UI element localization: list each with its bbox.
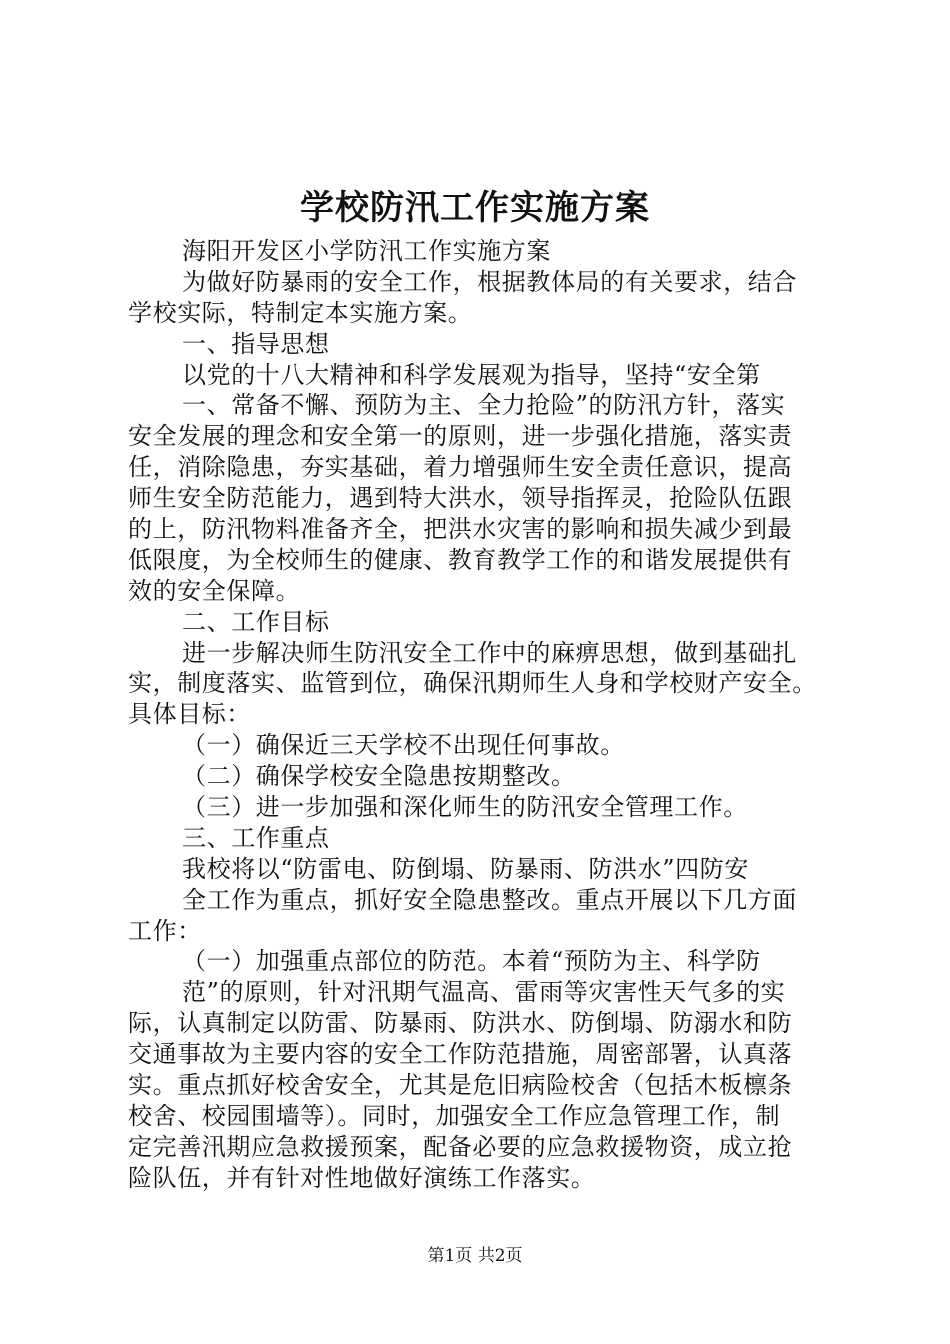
body-line: 工作： — [128, 916, 202, 945]
document-title: 学校防汛工作实施方案 — [300, 188, 650, 228]
body-line: 范”的原则，针对汛期气温高、雷雨等灾害性天气多的实 — [182, 978, 786, 1007]
document-body — [128, 236, 838, 1194]
body-line: 师生安全防范能力，遇到特大洪水，领导指挥灵，抢险队伍跟 — [128, 484, 793, 513]
body-line: 为做好防暴雨的安全工作，根据教体局的有关要求，结合 — [182, 267, 797, 296]
body-line: 三、工作重点 — [182, 823, 330, 852]
body-line: 一、常备不懈、预防为主、全力抢险”的防汛方针，落实 — [182, 391, 786, 420]
body-line: （一）加强重点部位的防范。本着“预防为主、科学防 — [182, 947, 761, 976]
body-line: 二、工作目标 — [182, 607, 330, 636]
body-line: 全工作为重点，抓好安全隐患整改。重点开展以下几方面 — [182, 885, 797, 914]
body-line: 效的安全保障。 — [128, 576, 301, 605]
body-line: 以党的十八大精神和科学发展观为指导，坚持“安全第 — [182, 360, 761, 389]
body-line: （二）确保学校安全隐患按期整改。 — [182, 762, 576, 791]
body-line: 一、指导思想 — [182, 329, 330, 358]
body-line: 任，消除隐患，夯实基础，着力增强师生安全责任意识，提高 — [128, 453, 793, 482]
body-line: 安全发展的理念和安全第一的原则，进一步强化措施，落实责 — [128, 422, 793, 451]
body-line: 低限度，为全校师生的健康、教育教学工作的和谐发展提供有 — [128, 545, 793, 574]
body-line: 定完善汛期应急救援预案，配备必要的应急救援物资，成立抢 — [128, 1132, 793, 1161]
body-line: （一）确保近三天学校不出现任何事故。 — [182, 731, 625, 760]
body-line: 我校将以“防雷电、防倒塌、防暴雨、防洪水”四防安 — [182, 854, 749, 883]
body-line: 险队伍，并有针对性地做好演练工作落实。 — [128, 1163, 596, 1192]
body-line: 进一步解决师生防汛安全工作中的麻痹思想，做到基础扎 — [182, 638, 797, 667]
body-line: 学校实际，特制定本实施方案。 — [128, 298, 473, 327]
body-line: 的上，防汛物料准备齐全，把洪水灾害的影响和损失减少到最 — [128, 515, 793, 544]
body-line: 实。重点抓好校舍安全，尤其是危旧病险校舍（包括木板檩条 — [128, 1071, 793, 1100]
page-number-footer: 第1页 共2页 — [427, 1246, 523, 1266]
body-line: 实，制度落实、监管到位，确保汛期师生人身和学校财产安全。 — [128, 669, 817, 698]
body-line: 校舍、校园围墙等）。同时，加强安全工作应急管理工作，制 — [128, 1101, 781, 1130]
body-line: 交通事故为主要内容的安全工作防范措施，周密部署，认真落 — [128, 1040, 793, 1069]
body-line: 具体目标： — [128, 700, 251, 729]
body-line: 海阳开发区小学防汛工作实施方案 — [182, 237, 551, 265]
body-line: 际，认真制定以防雷、防暴雨、防洪水、防倒塌、防溺水和防 — [128, 1009, 793, 1038]
body-line: （三）进一步加强和深化师生的防汛安全管理工作。 — [182, 793, 748, 822]
